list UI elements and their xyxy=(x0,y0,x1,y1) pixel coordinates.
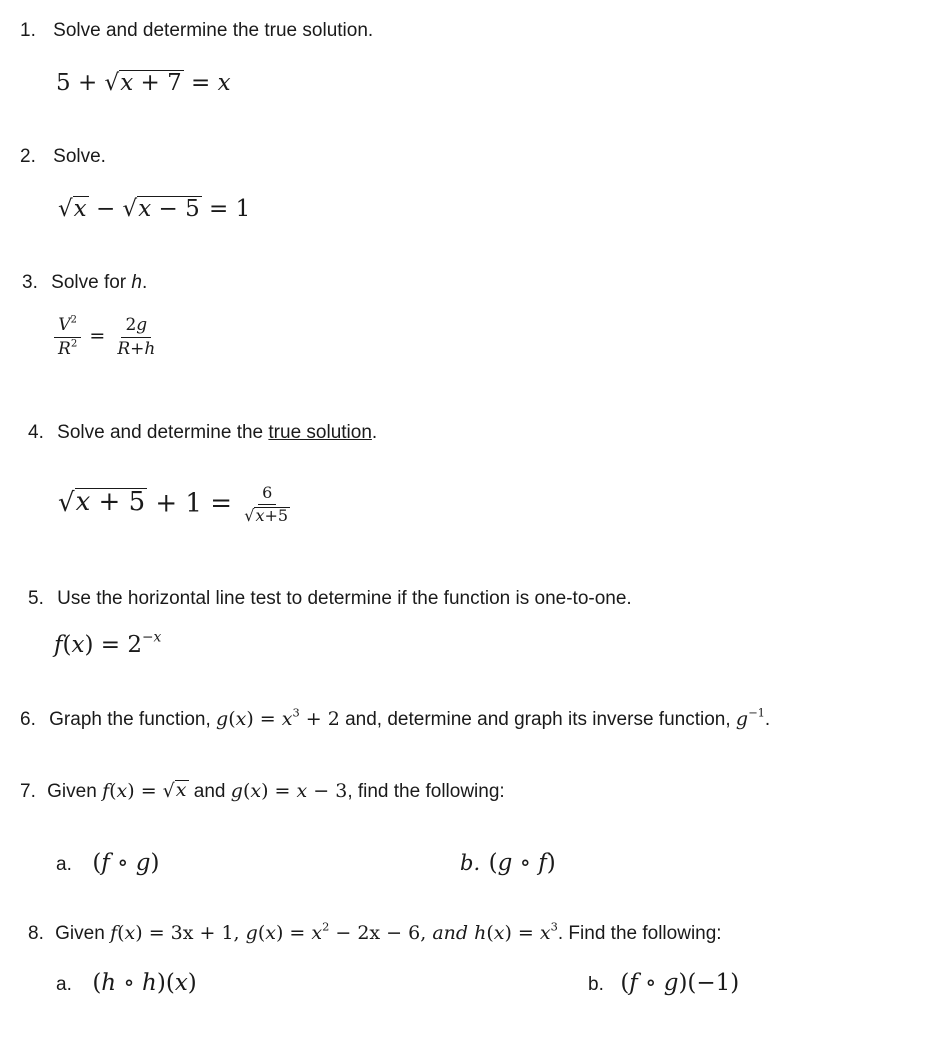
problem-number: 3. xyxy=(22,272,38,293)
problem-number: 6. xyxy=(20,709,36,730)
problem-5-prompt xyxy=(28,588,632,610)
problem-text: Use the horizontal line test to determine if the function is one-to-one. xyxy=(57,588,632,609)
problem-variable: h xyxy=(131,272,142,293)
problem-1-prompt xyxy=(20,20,373,42)
functions-definition: f(x) = 3x + 1, $g(x) = x^2 - 2x - 6$, and $h(x) = x^3$ xyxy=(110,919,558,944)
problem-number: 7. xyxy=(20,781,36,802)
problem-number: 5. xyxy=(28,588,44,609)
problem-4-equation: √ x + 5 + 1 = 6 √ x+5 xyxy=(58,483,289,526)
underlined-text: true solution xyxy=(268,422,372,443)
problem-1-equation: 5 + √ x + 7 = x xyxy=(56,70,231,97)
problem-7-part-b: b. (g ∘ f) xyxy=(460,850,556,876)
problem-8-part-a: a. (h ∘ h)(x) xyxy=(56,970,197,996)
problem-7-prompt: 7. Given f(x) = √ x and g(x) = x − 3, find the following: xyxy=(20,779,505,802)
problem-text: Solve and determine the xyxy=(57,422,269,443)
problem-number: 8. xyxy=(28,923,44,944)
problem-text: Solve and determine the true solution. xyxy=(53,20,374,41)
problem-5-equation: $f(x) = 2^{-x}$ xyxy=(54,629,162,658)
function-g-definition: $g(x) = x^3 + 2$ xyxy=(216,705,340,730)
problem-number: 1. xyxy=(20,20,36,41)
problem-2-prompt xyxy=(20,146,106,168)
problem-3-equation: $\frac{V^2}{R^2}$ = $\frac{2g}{R+h}$ xyxy=(54,316,159,358)
problem-text: Solve for xyxy=(51,272,132,293)
problem-8-prompt: 8. Given f(x) = 3x + 1, $g(x) = x^2 - 2x - 6$, and $h(x) = x^3$. Find the following: xyxy=(28,919,722,944)
problem-3-prompt: 3. Solve for h. xyxy=(22,272,148,293)
function-g-definition: g(x) = x − 3 xyxy=(230,780,348,802)
problem-2-equation: √ x − √ x − 5 = 1 xyxy=(58,196,251,223)
problem-number: 4. xyxy=(28,422,44,443)
problem-number: 2. xyxy=(20,146,36,167)
inverse-function-notation: $g^{-1}$ xyxy=(735,705,765,730)
problem-8-part-b: b. (f ∘ g)(−1) xyxy=(588,970,740,996)
problem-7-part-a: a. (f ∘ g) xyxy=(56,850,160,876)
problem-6-prompt: 6. Graph the function, $g(x) = x^3 + 2$ and, determine and graph its inverse function, $g^{-1}$. xyxy=(20,705,771,730)
function-f-definition: f(x) = √ x xyxy=(102,779,187,802)
problem-text: Solve. xyxy=(53,146,106,167)
problem-4-prompt: 4. Solve and determine the true solution. xyxy=(28,422,378,443)
